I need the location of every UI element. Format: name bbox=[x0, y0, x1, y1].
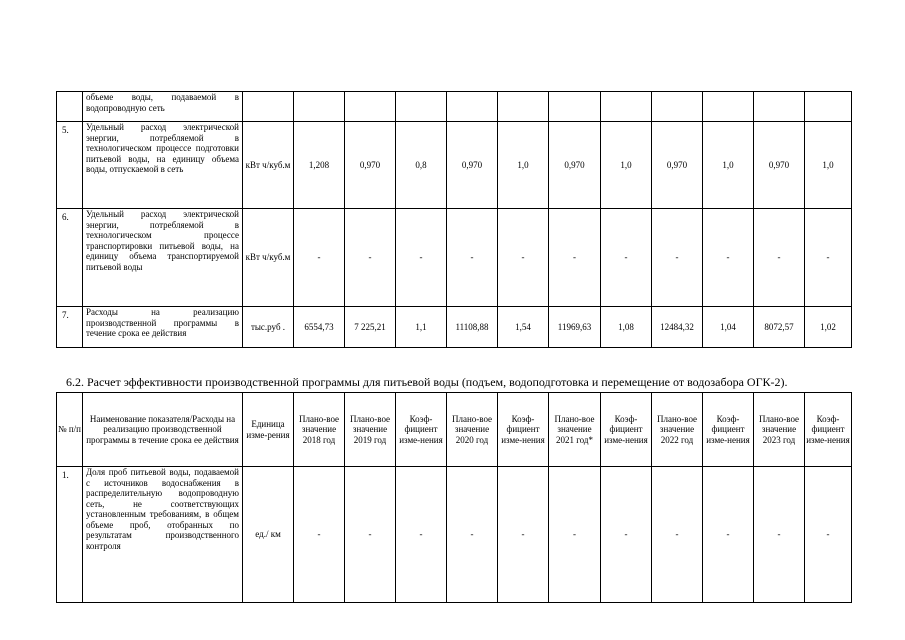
header-coef: Коэф-фициент изме-нения bbox=[601, 393, 652, 467]
header-plan-2019: Плано-вое значение 2019 год bbox=[345, 393, 396, 467]
value-cell: - bbox=[447, 467, 498, 603]
value-cell: - bbox=[345, 467, 396, 603]
table-row bbox=[57, 122, 852, 209]
header-coef: Коэф-фициент изме-нения bbox=[396, 393, 447, 467]
value-cell: - bbox=[754, 209, 805, 307]
row-number: 1. bbox=[57, 467, 83, 603]
value-cell: 0,970 bbox=[549, 122, 601, 209]
value-cell: 6554,73 bbox=[294, 307, 345, 348]
value-cell: - bbox=[498, 467, 549, 603]
value-cell bbox=[601, 92, 652, 122]
table-header-row bbox=[57, 393, 852, 467]
value-cell: 1,04 bbox=[703, 307, 754, 348]
header-plan-2021: Плано-вое значение 2021 год* bbox=[549, 393, 601, 467]
value-cell: - bbox=[549, 467, 601, 603]
value-cell bbox=[754, 92, 805, 122]
value-cell: 1,208 bbox=[294, 122, 345, 209]
value-cell bbox=[805, 92, 852, 122]
value-cell: 7 225,21 bbox=[345, 307, 396, 348]
efficiency-table bbox=[56, 392, 852, 603]
value-cell: - bbox=[396, 467, 447, 603]
value-cell: - bbox=[754, 467, 805, 603]
value-cell bbox=[345, 92, 396, 122]
row-number: 5. bbox=[57, 122, 83, 209]
header-coef: Коэф-фициент изме-нения bbox=[498, 393, 549, 467]
table-row bbox=[57, 209, 852, 307]
value-cell: 1,54 bbox=[498, 307, 549, 348]
value-cell: - bbox=[703, 209, 754, 307]
value-cell: - bbox=[652, 209, 703, 307]
value-cell: 11969,63 bbox=[549, 307, 601, 348]
header-plan-2018: Плано-вое значение 2018 год bbox=[294, 393, 345, 467]
table-row bbox=[57, 92, 852, 122]
row-description: объеме воды, подаваемой в водопроводную сеть bbox=[83, 92, 243, 122]
value-cell: 1,0 bbox=[703, 122, 754, 209]
row-number bbox=[57, 92, 83, 122]
row-unit bbox=[243, 92, 294, 122]
value-cell: - bbox=[447, 209, 498, 307]
value-cell: - bbox=[294, 467, 345, 603]
value-cell bbox=[703, 92, 754, 122]
value-cell: 1,0 bbox=[498, 122, 549, 209]
value-cell: - bbox=[652, 467, 703, 603]
value-cell bbox=[447, 92, 498, 122]
row-description: Расходы на реализацию производственной программы в течение срока ее действия bbox=[83, 307, 243, 348]
row-number: 6. bbox=[57, 209, 83, 307]
value-cell: 0,970 bbox=[652, 122, 703, 209]
value-cell bbox=[294, 92, 345, 122]
value-cell bbox=[396, 92, 447, 122]
row-unit: тыс.руб . bbox=[243, 307, 294, 348]
value-cell: 0,970 bbox=[447, 122, 498, 209]
value-cell bbox=[498, 92, 549, 122]
value-cell bbox=[549, 92, 601, 122]
header-number: № п/п bbox=[57, 393, 83, 467]
value-cell: 1,0 bbox=[805, 122, 852, 209]
table-row bbox=[57, 467, 852, 603]
value-cell: 1,0 bbox=[601, 122, 652, 209]
row-unit: ед./ км bbox=[243, 467, 294, 603]
header-unit: Единица изме-рения bbox=[243, 393, 294, 467]
row-description: Доля проб питьевой воды, подаваемой с источников водоснабжения в распределительную водопроводную сеть, не соответствующих установленным требованиям, в общем объеме проб, отобранных по результатам производственного контроля bbox=[83, 467, 243, 603]
value-cell: 12484,32 bbox=[652, 307, 703, 348]
row-unit: кВт ч/куб.м bbox=[243, 122, 294, 209]
value-cell: - bbox=[549, 209, 601, 307]
value-cell: 8072,57 bbox=[754, 307, 805, 348]
row-number: 7. bbox=[57, 307, 83, 348]
row-unit: кВт ч/куб.м bbox=[243, 209, 294, 307]
value-cell: - bbox=[498, 209, 549, 307]
value-cell: 1,08 bbox=[601, 307, 652, 348]
row-description: Удельный расход электрической энергии, потребляемой в технологическом процессе транспортировки питьевой воды, на единицу объема транспортируемой питьевой воды bbox=[83, 209, 243, 307]
value-cell: 1,02 bbox=[805, 307, 852, 348]
table-row bbox=[57, 307, 852, 348]
value-cell bbox=[652, 92, 703, 122]
header-name: Наименование показателя/Расходы на реализацию производственной программы в течение срока ее действия bbox=[83, 393, 243, 467]
header-coef: Коэф-фициент изме-нения bbox=[703, 393, 754, 467]
value-cell: 0,970 bbox=[345, 122, 396, 209]
value-cell: - bbox=[805, 209, 852, 307]
value-cell: - bbox=[601, 209, 652, 307]
row-description: Удельный расход электрической энергии, потребляемой в технологическом процессе подготовки питьевой воды, на единицу объема воды, отпускаемой в сеть bbox=[83, 122, 243, 209]
value-cell: 11108,88 bbox=[447, 307, 498, 348]
value-cell: - bbox=[396, 209, 447, 307]
value-cell: - bbox=[703, 467, 754, 603]
table-continuation bbox=[56, 91, 852, 348]
header-plan-2023: Плано-вое значение 2023 год bbox=[754, 393, 805, 467]
header-plan-2022: Плано-вое значение 2022 год bbox=[652, 393, 703, 467]
section-title: 6.2. Расчет эффективности производственной программы для питьевой воды (подъем, водоподготовка и перемещение от водозабора ОГК-2). bbox=[66, 375, 788, 389]
value-cell: - bbox=[805, 467, 852, 603]
value-cell: 0,970 bbox=[754, 122, 805, 209]
value-cell: 1,1 bbox=[396, 307, 447, 348]
header-plan-2020: Плано-вое значение 2020 год bbox=[447, 393, 498, 467]
value-cell: - bbox=[294, 209, 345, 307]
value-cell: - bbox=[601, 467, 652, 603]
value-cell: - bbox=[345, 209, 396, 307]
header-coef: Коэф-фициент изме-нения bbox=[805, 393, 852, 467]
value-cell: 0,8 bbox=[396, 122, 447, 209]
